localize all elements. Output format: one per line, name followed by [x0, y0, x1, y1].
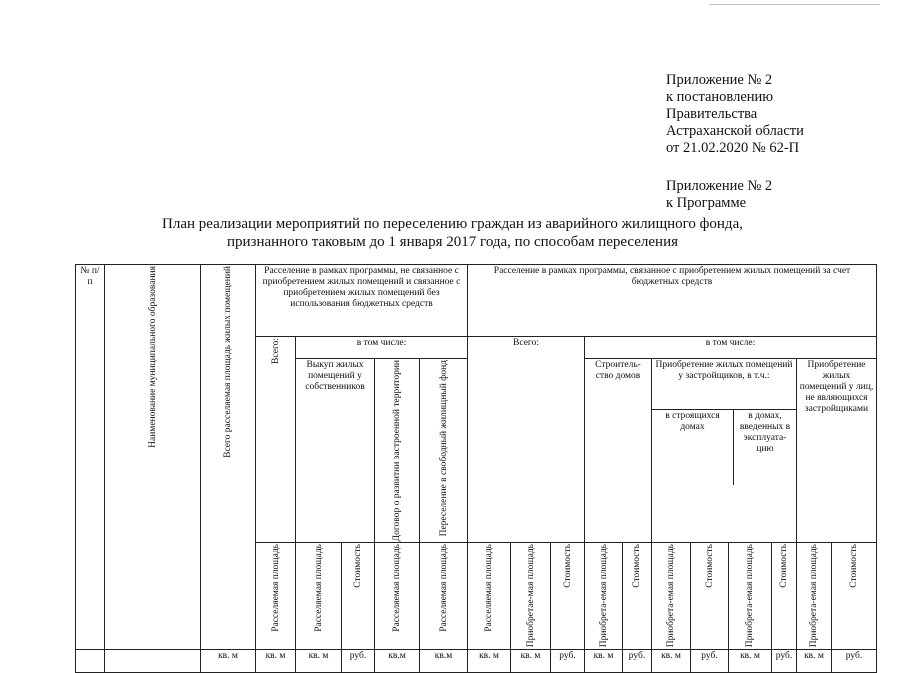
unit-cell: кв. м: [585, 649, 623, 672]
program-ref-line-2: к Программе: [666, 195, 747, 211]
col-b9: Стоимость: [772, 543, 797, 649]
col-b3: Стоимость: [551, 543, 585, 649]
unit-cell: руб.: [551, 649, 585, 672]
appendix-block: [666, 72, 804, 157]
group-b-incl-header: в том числе:: [585, 337, 877, 359]
resettlement-plan-table: [75, 264, 877, 673]
appendix-line-5: от 21.02.2020 № 62-П: [666, 140, 800, 156]
col-b4: Приобрета-емая площадь: [585, 543, 623, 649]
program-ref-line-1: Приложение № 2: [666, 178, 773, 194]
col-b5: Стоимость: [623, 543, 652, 649]
doc-title-line-1: План реализации мероприятий по переселению граждан из аварийного жилищного фонда,: [162, 216, 743, 232]
unit-cell: руб.: [623, 649, 652, 672]
col-a2: Расселяемая площадь: [296, 543, 342, 649]
unit-cell: кв. м: [652, 649, 691, 672]
col-total-area-header: Всего расселяемая площадь жилых помещений: [201, 265, 256, 650]
unit-cell: руб.: [832, 649, 877, 672]
unit-cell: кв. м: [797, 649, 832, 672]
group-a-incl-header: в том числе:: [296, 337, 468, 359]
col-b7: Стоимость: [691, 543, 729, 649]
col-b6: Приобрета-емая площадь: [652, 543, 691, 649]
col-municipality-header: Наименование муниципального образования: [105, 265, 201, 650]
units-row: [76, 649, 877, 672]
from-developers-header: Приобретение жилых помещений у застройщиков, в т.ч.: в строящихся домах в домах, введенных в эксплуата-цию: [652, 359, 797, 543]
group-a-total-header: Всего:: [256, 337, 296, 543]
col-a5: Расселяемая площадь: [420, 543, 468, 649]
col-num-header: № п/п: [76, 265, 105, 650]
group-b-total-header: Всего:: [468, 337, 585, 543]
appendix-line-1: Приложение № 2: [666, 72, 773, 88]
unit-cell: кв. м: [468, 649, 511, 672]
col-a1: Расселяемая площадь: [256, 543, 296, 649]
unit-cell: кв. м: [296, 649, 342, 672]
unit-cell-empty: [76, 649, 105, 672]
unit-cell: кв. м: [511, 649, 551, 672]
unit-cell: руб.: [691, 649, 729, 672]
unit-cell: руб.: [342, 649, 375, 672]
unit-cell: кв. м: [256, 649, 296, 672]
col-b1: Расселяемая площадь: [468, 543, 511, 649]
appendix-line-3: Правительства: [666, 106, 758, 122]
unit-cell: руб.: [772, 649, 797, 672]
buyout-header: Выкуп жилых помещений у собственников: [296, 359, 375, 543]
group-a-header: Расселение в рамках программы, не связанное с приобретением жилых помещений и связанное с приобретением жилых помещений без использования бюджетных средств: [256, 265, 468, 337]
appendix-line-4: Астраханской области: [666, 123, 804, 139]
free-fund-header: Переселение в свободный жилищный фонд: [420, 359, 468, 543]
construction-header: Строитель-ство домов: [585, 359, 652, 543]
col-a3: Стоимость: [342, 543, 375, 649]
dev-contract-header: Договор о развитии застроенной территории: [375, 359, 420, 543]
from-non-developers-header: Приобретение жилых помещений у лиц, не являющихся застройщиками: [797, 359, 877, 543]
appendix-line-2: к постановлению: [666, 89, 774, 105]
top-scan-line: [710, 4, 880, 5]
unit-cell-empty: [105, 649, 201, 672]
unit-cell: кв. м: [729, 649, 772, 672]
program-ref-block: [666, 178, 772, 212]
doc-title-line-2: признанного таковым до 1 января 2017 года, по способам переселения: [226, 234, 679, 250]
unit-cell: кв. м: [201, 649, 256, 672]
group-b-header: Расселение в рамках программы, связанное с приобретением жилых помещений за счет бюджетных средств: [468, 265, 877, 337]
col-b10: Приобрета-емая площадь: [797, 543, 832, 649]
col-b2: Приобретае-мая площадь: [511, 543, 551, 649]
col-b8: Приобрета-емая площадь: [729, 543, 772, 649]
under-construction-header: в строящихся домах: [652, 410, 734, 485]
col-b11: Стоимость: [832, 543, 877, 649]
commissioned-header: в домах, введенных в эксплуата-цию: [739, 411, 791, 454]
col-a4: Расселяемая площадь: [375, 543, 420, 649]
unit-cell: кв.м: [420, 649, 468, 672]
unit-cell: кв.м: [375, 649, 420, 672]
